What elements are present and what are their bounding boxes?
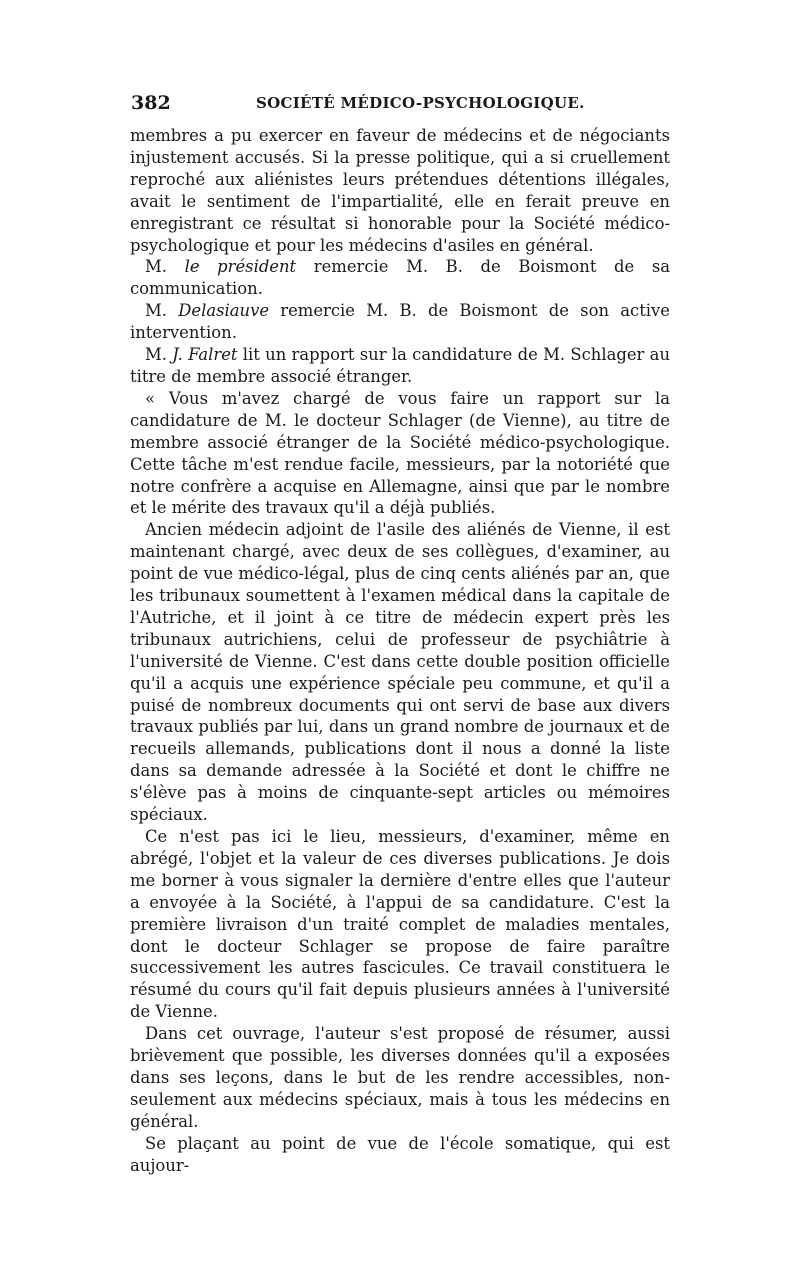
paragraph: Dans cet ouvrage, l'auteur s'est proposé de résumer, aussi brièvement que possible, les diverses données qu'il a exposées dans ses leçons, dans le but de les rendre accessibles, non-seulement aux médecins spéciaux, mais à tous les médecins en général. bbox=[130, 1024, 670, 1131]
page-number: 382 bbox=[131, 92, 171, 114]
running-title: SOCIÉTÉ MÉDICO-PSYCHOLOGIQUE. bbox=[256, 94, 585, 112]
paragraph: membres a pu exercer en faveur de médecins et de négociants injustement accusés. Si la presse politique, qui a si cruellement reproché aux aliénistes leurs prétendues détentions illégales, avait le sentiment de l'impartialité, elle en ferait preuve en enregistrant ce résultat si honorable pour la Société médico-psychologique et pour les médecins d'asiles en général. bbox=[130, 126, 670, 255]
paragraph: M. Delasiauve remercie M. B. de Boismont de son active intervention. bbox=[130, 301, 670, 343]
body-text bbox=[130, 125, 670, 1177]
paragraph: « Vous m'avez chargé de vous faire un rapport sur la candidature de M. le docteur Schlager (de Vienne), au titre de membre associé étranger de la Société médico-psychologique. Cette tâche m'est rendue facile, messieurs, par la notoriété que notre confrère a acquise en Allemagne, ainsi que par le nombre et le mérite des travaux qu'il a déjà publiés. bbox=[130, 388, 670, 518]
paragraph: M. J. Falret lit un rapport sur la candidature de M. Schlager au titre de membre associé étranger. bbox=[130, 345, 671, 386]
paragraph: Ancien médecin adjoint de l'asile des aliénés de Vienne, il est maintenant chargé, avec deux de ses collègues, d'examiner, au point de vue médico-légal, plus de cinq cents aliénés par an, que les tribunaux soumettent à l'examen médical dans la capitale de l'Autriche, et il joint à ce titre de médecin expert près les tribunaux autrichiens, celui de professeur de psychiâtrie à l'université de Vienne. C'est dans cette double position officielle qu'il a acquis une expérience spéciale peu commune, et qu'il a puisé de nombreux documents qui ont servi de base aux divers travaux publiés par lui, dans un grand nombre de journaux et de recueils allemands, publications dont il nous a donné la liste dans sa demande adressée à la Société et dont le chiffre ne s'élève pas à moins de cinquante-sept articles ou mémoires spéciaux. bbox=[130, 520, 670, 825]
speaker-name: J. Falret bbox=[172, 345, 238, 365]
speaker-name: le président bbox=[184, 257, 297, 277]
paragraph: Se plaçant au point de vue de l'école somatique, qui est aujour- bbox=[130, 1133, 670, 1175]
paragraph: M. le président remercie M. B. de Boismont de sa communication. bbox=[130, 257, 671, 299]
page-header bbox=[131, 92, 671, 118]
speaker-name: Delasiauve bbox=[178, 301, 270, 321]
paragraph: Ce n'est pas ici le lieu, messieurs, d'examiner, même en abrégé, l'objet et la valeur de ces diverses publications. Je dois me borner à vous signaler la dernière d'entre elles que l'auteur a envoyée à la Société, à l'appui de sa candidature. C'est la première livraison d'un traité complet de maladies mentales, dont le docteur Schlager se propose de faire paraître successivement les autres fascicules. Ce travail constituera le résumé du cours qu'il fait depuis plusieurs années à l'université de Vienne. bbox=[130, 827, 670, 1022]
